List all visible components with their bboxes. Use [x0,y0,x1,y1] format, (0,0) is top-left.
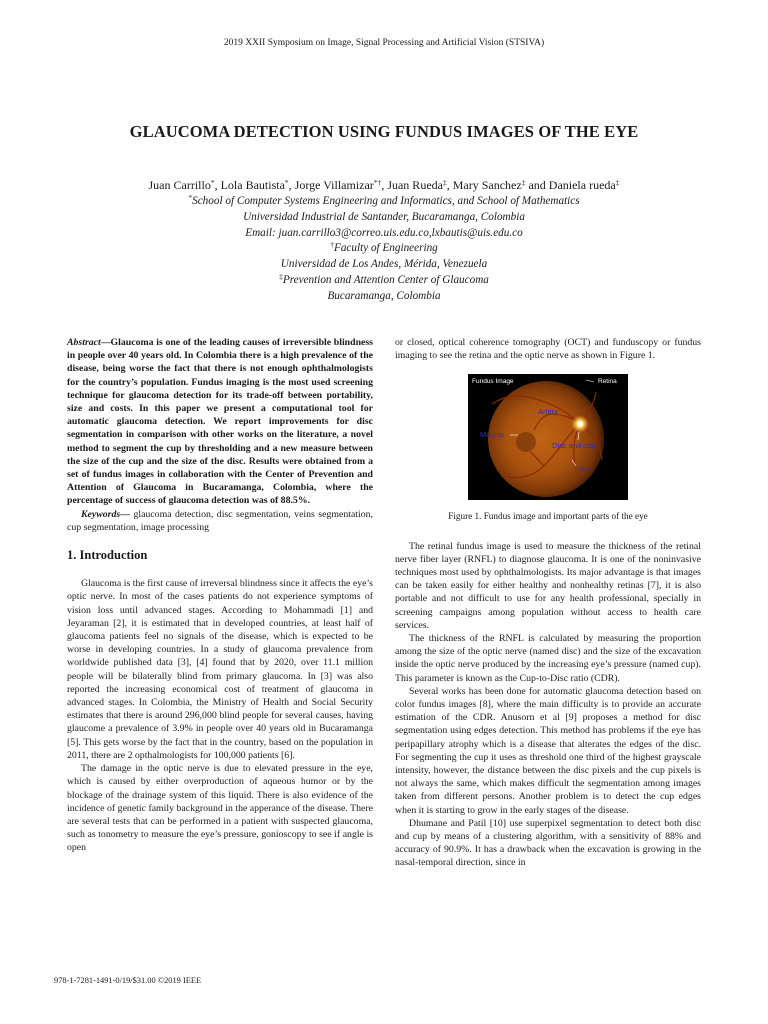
author-name: Mary Sanchez [452,178,522,192]
paragraph: The thickness of the RNFL is calculated by measuring the proportion among the size of the optic nerve (named disc) and the size of the excavation inside the optic nerve produced by the increasing eye’s pressure (named cup). This parameter is known as the Cup-to-Disc ratio (CDR). [395,633,701,684]
keywords-label: Keywords— [81,508,130,520]
conference-header: 2019 XXII Symposium on Image, Signal Processing and Artificial Vision (STSIVA) [223,38,545,48]
optic-cup [577,421,583,427]
affiliation-email: Email: juan.carrillo3@correo.uis.edu.co,lxbautis@uis.edu.co [245,226,523,239]
right-column [395,336,701,870]
author-name: Daniela rueda [548,178,616,192]
author-marker: * [210,178,215,187]
affiliation-line: Universidad de Los Andes, Mérida, Venezuela [280,258,488,271]
paragraph: or closed, optical coherence tomography (OCT) and funduscopy or fundus imaging to see the retina and the optic nerve as shown in Figure 1. [395,337,701,362]
affiliations [0,194,768,305]
fundus-image [468,374,628,500]
figure-label-retina: Retina [598,378,617,386]
author-name: Lola Bautista [220,178,285,192]
paragraph: The retinal fundus image is used to measure the thickness of the retinal nerve fiber layer (RNFL) to diagnose glaucoma. It is one of the noninvasive techniques most used by ophthalmologists. Its major advantage is that images can be taken easily for either healthy and nonhealthy retinas [7], it is also portable and not difficult to use for any health professional, specially in screening campaigns among population without access to health care services. [395,540,701,631]
figure-label-disc-and-cup: Disc and cup [552,441,596,451]
paragraph: Dhumane and Patil [10] use superpixel segmentation to detect both disc and cup by means of a clustering algorithm, with a sensitivity of 88% and accuracy of 90.9%. It has a drawback when the excavation is growing in the nasal-temporal direction, since in [395,817,701,869]
affiliation-line: †Faculty of Engineering [330,240,438,255]
macula-region [516,432,536,452]
copyright-footer: 978-1-7281-1491-0/19/$31.00 ©2019 IEEE [54,976,202,985]
figure-1 [395,374,701,500]
abstract [67,336,373,508]
author-marker: ‡ [521,178,526,187]
author-name: Juan Carrillo [148,178,211,192]
affiliation-marker: ‡ [279,271,283,281]
affiliation-line: *School of Computer Systems Engineering and Informatics, and School of Mathematics [188,193,580,207]
retina-disc [488,381,604,497]
author-conjunction: and [528,178,546,192]
affiliation-marker: † [330,240,334,250]
section-heading-introduction: 1. Introduction [67,548,148,563]
abstract-label: Abstract [67,337,101,348]
author-marker: * [284,178,289,187]
author-marker: ‡ [615,178,620,187]
affiliation-line: Universidad Industrial de Santander, Bucaramanga, Colombia [243,210,525,223]
figure-caption: Figure 1. Fundus image and important parts of the eye [448,511,648,522]
figure-label-vein: Vein [578,465,593,475]
abstract-text: —Glaucoma is one of the leading causes of irreversible blindness in people over 40 years old. In Colombia there is a high prevalence of the disease, being worse the fact that there is not enough ophthalmologists for the country’s population. Fundus imaging is the most used screening technique for glaucoma detection for its trade-off between portability, size and costs. In this paper we present a computational tool for automatic glaucoma detection. We report improvements for disc segmentation in comparison with other works on the literature, a novel method to segment the cup by thresholding and a new measure between the size of the cup and the size of the disc. Results were obtained from a set of fundus images in collaboration with the Center of Prevention and Attention of Glaucoma in Bucaramanga, Colombia, where the percentage of success of glaucoma detection was of 88.5%. [67,337,373,507]
affiliation-line: ‡Prevention and Attention Center of Glaucoma [279,271,489,286]
author-name: Jorge Villamizar [294,178,374,192]
keywords [67,508,373,534]
paragraph: The damage in the optic nerve is due to elevated pressure in the eye, which is caused by either overproduction of aqueous humor or by the blockage of the drainage system of this liquid. There is also evidence of the incidence of genetic family background in the apperance of the disease. There are several tests that can be performed in a patient with suspected glaucoma, such as tonometry to measure the eye’s pressure, gonioscopy to see if angle is open [67,763,373,854]
author-marker: *† [373,178,382,187]
figure-label-artery: Artery [538,407,559,417]
affiliation-line: Bucaramanga, Colombia [327,289,441,302]
figure-label-macula: Macula [480,430,505,440]
keywords-text: glaucoma detection, disc segmentation, veins segmentation, cup segmentation, image processing [67,508,373,533]
author-name: Juan Rueda [387,178,443,192]
affiliation-marker: * [188,193,193,202]
author-list: Juan Carrillo*, Lola Bautista*, Jorge Villamizar*†, Juan Rueda‡, Mary Sanchez‡ and Daniela rueda‡ [148,178,620,192]
paragraph: Several works has been done for automatic glaucoma detection based on color fundus images [8], where the main difficulty is to provide an accurate estimation of the CDR. Anusorn et al [9] proposes a method for disc segmentation using edges detection. This method has problems if the eye has peripapillary atrophy which is a disease that alterates the edges of the disc. For segmenting the cup it uses as threshold one third of the highest grayscale intensity, however, the distance between the disc pixels and the cup pixels is not always the same, which makes difficult the segmentation among images taken from different persons. Another problem is to detect the cup edges when it is starting to grow in the early stages of the disease. [395,685,701,816]
author-marker: ‡ [442,178,447,187]
figure-label-fundus-image: Fundus Image [472,378,514,386]
left-column [67,336,373,855]
paper-title: GLAUCOMA DETECTION USING FUNDUS IMAGES OF THE EYE [129,122,639,141]
paragraph: Glaucoma is the first cause of irreversal blindness since it affects the eye’s optic nerve. In most of the cases patients do not experience symptoms of vision loss until advanced stages. According to Mohammadi [1] and Jeyaraman [2], it is estimated that in developed countries, at least half of glaucoma patients feel no signals of the disease, which is expected to be worse in developing countries. In a study of glaucoma prevalence from worldwide published data [3], [4] found that by 2020, over 11.1 million people will be bilaterally blind from primary glaucoma. In [3] was also reported the increasing economical cost of treatment of glaucoma in advanced stages. In Colombia, the Ministry of Health and Social Security estimates that there is around 296,000 blind people for several causes, having glaucome a prevalence of 3.9% in people over 40 years old in Bucaramanga [5]. This gets worse by the fact that in the country, based on the population in 2011, there are 2 opthalmologists for 100,000 patients [6]. [67,578,373,761]
